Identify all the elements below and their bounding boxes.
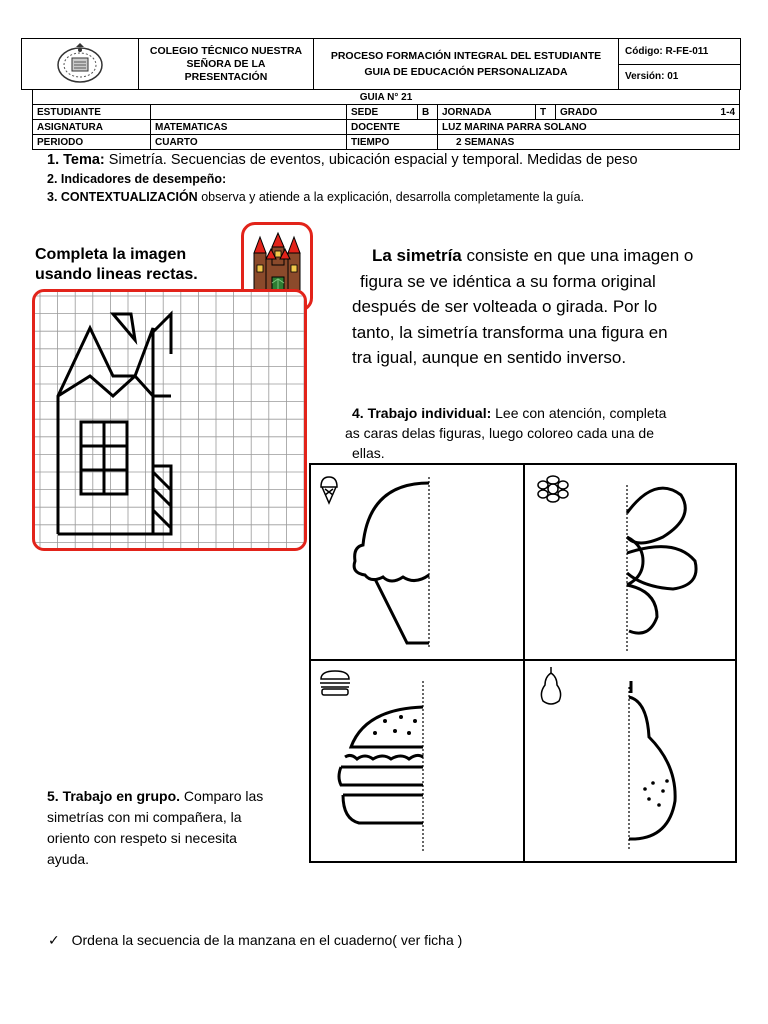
task4-instructions: 4. Trabajo individual: Lee con atención, completa as caras delas figuras, luego coloreo cada una de ellas. [345,405,667,461]
document-codes [619,39,740,89]
guide-number: GUIA N° 21 [33,90,740,105]
castle-half-drawing [35,292,304,548]
process-title: PROCESO FORMACIÓN INTEGRAL DEL ESTUDIANTE GUIA DE EDUCACIÓN PERSONALIZADA [314,39,619,89]
exercise-heading: Completa la imagen usando lineas rectas. [35,246,198,283]
student-label: ESTUDIANTE [33,105,151,120]
symmetry-grid[interactable] [32,289,307,551]
school-name: COLEGIO TÉCNICO NUESTRA SEÑORA DE LA PRESENTACIÓN [139,39,314,89]
symmetry-panels [309,463,737,863]
document-header [21,38,741,90]
flower-panel[interactable] [525,465,737,659]
pear-panel[interactable] [525,661,737,863]
indicators-line: 2. Indicadores de desempeño: [47,172,227,186]
logo-cell [22,39,139,89]
code-label: Código: R-FE-011 [625,45,709,57]
school-seal-icon [52,41,108,87]
checklist-item: ✓ Ordena la secuencia de la manzana en el cuaderno( ver ficha ) [48,932,463,948]
symmetry-definition: La simetría consiste en que una imagen o figura se ve idéntica a su forma original después de ser volteada o girada. Por lo tanto, la simetría transforma una figura en tra igual, aunque en sentido inverso. [352,246,694,367]
burger-panel[interactable] [311,661,523,863]
ice-cream-icon [321,477,337,503]
student-info-table: GUIA N° 21 ESTUDIANTE SEDE B JORNADA T GRADO 1-4 ASIGNATURA MATEMATICAS DOCENTE LUZ MARINA PARRA SOLANO PERIODO CUARTO TIEMPO 2 SEMANAS [32,89,740,150]
pear-icon [541,667,560,704]
version-label: Versión: 01 [619,64,740,90]
checkmark-icon: ✓ [48,932,60,948]
ice-cream-panel[interactable] [311,465,523,659]
task5-instructions: 5. Trabajo en grupo. Comparo las simetrías con mi compañera, la oriento con respeto si necesita ayuda. [47,788,264,867]
context-line: 3. CONTEXTUALIZACIÓN observa y atiende a la explicación, desarrolla completamente la guía. [47,190,585,204]
student-field[interactable] [151,105,347,120]
hamburger-icon [320,671,350,695]
topic-line: 1. Tema: Simetría. Secuencias de eventos, ubicación espacial y temporal. Medidas de peso [47,152,638,168]
flower-icon [538,476,568,502]
